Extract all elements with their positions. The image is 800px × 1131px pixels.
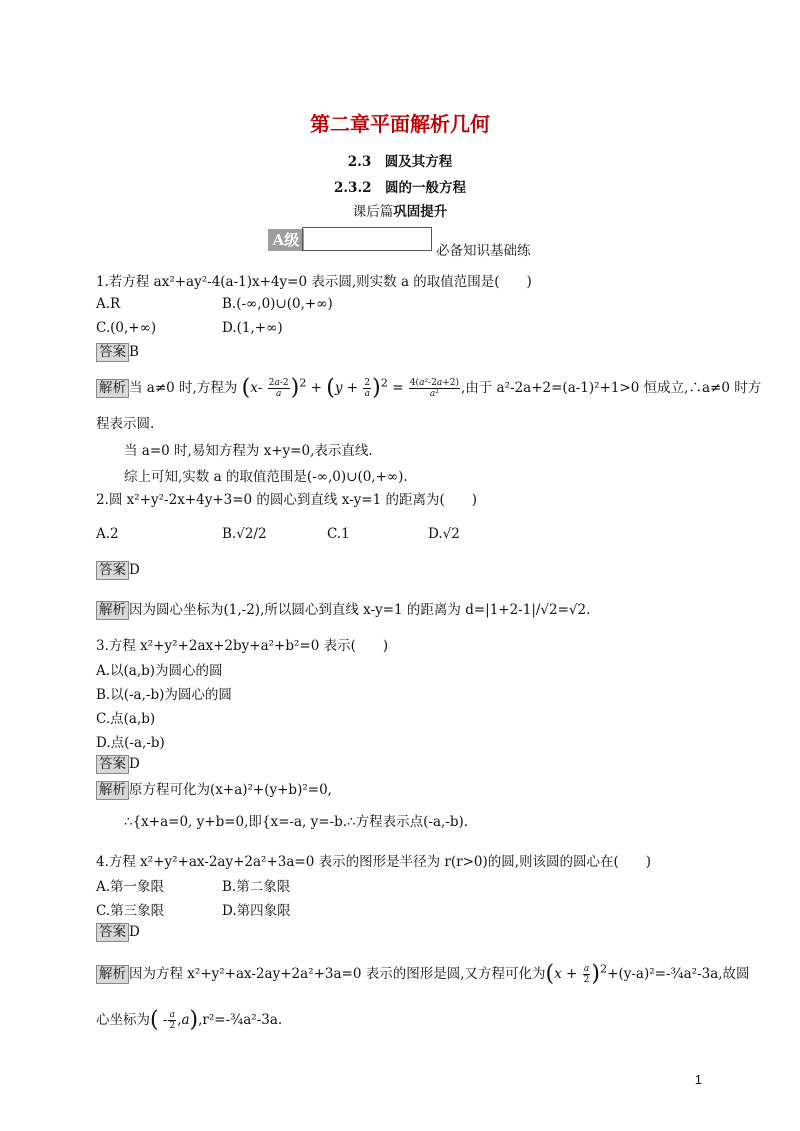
q2-answer-row xyxy=(96,561,140,580)
page-number: 1 xyxy=(694,1072,702,1087)
grade-badge: A级 xyxy=(268,229,304,251)
q3-analysis-a: 原方程可化为(x+a)²+(y+b)²=0, xyxy=(129,782,332,798)
q1-option-d: D.(1,+∞) xyxy=(222,320,283,336)
chapter-title: 第二章平面解析几何 xyxy=(310,112,490,136)
practice-bold: 巩固提升 xyxy=(393,204,448,220)
q4-analysis-b: +(y-a)²=-¾a²-3a,故圆 xyxy=(607,966,750,982)
fraction: $\frac{a}{2}$ xyxy=(169,1010,176,1031)
q2-analysis: 因为圆心坐标为(1,-2),所以圆心到直线 x-y=1 的距离为 d=|1+2-1|/√2=√2. xyxy=(129,602,591,618)
q1-analysis-d: 当 a=0 时,易知方程为 x+y=0,表示直线. xyxy=(124,443,373,459)
analysis-tag: 解析 xyxy=(96,379,129,398)
q2-option-a: A.2 xyxy=(96,526,119,542)
analysis-tag: 解析 xyxy=(96,965,129,984)
q3-option-d: D.点(-a,-b) xyxy=(96,735,165,751)
answer-tag: 答案 xyxy=(96,561,129,580)
q4-analysis-d: ,r²=-¾a²-3a. xyxy=(198,1012,283,1028)
q1-answer-row xyxy=(96,343,139,362)
answer-tag: 答案 xyxy=(96,923,129,942)
q4-analysis-row2 xyxy=(96,1008,282,1032)
q2-analysis-row xyxy=(96,598,590,620)
q2-option-d: D.√2 xyxy=(428,526,460,542)
q3-option-a: A.以(a,b)为圆心的圆 xyxy=(96,663,223,679)
answer-tag: 答案 xyxy=(96,343,129,362)
q4-answer-row xyxy=(96,923,140,942)
q3-answer-row xyxy=(96,755,140,774)
q1-analysis-c: 程表示圆. xyxy=(96,416,155,432)
fraction: $\frac{2}{a}$ xyxy=(364,378,371,399)
grade-box xyxy=(302,227,432,251)
q2-answer: D xyxy=(129,562,140,578)
q3-answer: D xyxy=(129,756,140,772)
subsection-title: 2.3.2 圆的一般方程 xyxy=(333,180,467,196)
q4-option-a: A.第一象限 xyxy=(96,879,165,895)
q3-option-b: B.以(-a,-b)为圆心的圆 xyxy=(96,687,232,703)
q3-analysis-b: ∴{x+a=0, y+b=0,即{x=-a, y=-b.∴方程表示点(-a,-b). xyxy=(124,814,469,830)
q3-analysis-row xyxy=(96,778,332,800)
practice-prefix: 课后篇 xyxy=(352,204,394,220)
q1-answer: B xyxy=(129,344,139,360)
q1-formula: (x- $\frac{2a-2}{a}$ )$^2$ + (y + $\frac{2}{a}$ )$^2$ = $\frac{\text{4(a²-2a+2)}}{\text{a²}}$ , xyxy=(241,375,466,401)
q1-option-b: B.(-∞,0)∪(0,+∞) xyxy=(222,296,333,312)
q2-stem: 2.圆 x²+y²-2x+4y+3=0 的圆心到直线 x-y=1 的距离为( ) xyxy=(96,492,478,508)
fraction: $\frac{a}{2}$ xyxy=(583,964,590,985)
practice-heading xyxy=(0,200,800,220)
q4-stem: 4.方程 x²+y²+ax-2ay+2a²+3a=0 表示的图形是半径为 r(r>0)的圆,则该圆的圆心在( ) xyxy=(96,854,652,870)
q3-option-c: C.点(a,b) xyxy=(96,711,156,727)
q1-analysis-b: 由于 a²-2a+2=(a-1)²+1>0 恒成立,∴a≠0 时方 xyxy=(465,380,762,396)
fraction: $\frac{2a-2}{a}$ xyxy=(268,378,289,399)
q1-analysis-row1 xyxy=(96,376,761,400)
analysis-tag: 解析 xyxy=(96,601,129,620)
analysis-tag: 解析 xyxy=(96,781,129,800)
q4-analysis-row1 xyxy=(96,962,750,986)
q1-stem: 1.若方程 ax²+ay²-4(a-1)x+4y=0 表示圆,则实数 a 的取值范围是( ) xyxy=(96,274,532,290)
grade-description: 必备知识基础练 xyxy=(436,243,531,259)
answer-tag: 答案 xyxy=(96,755,129,774)
fraction: $\frac{\text{4(a²-2a+2)}}{\text{a²}}$ xyxy=(409,378,459,399)
section-title: 2.3 圆及其方程 xyxy=(347,154,453,170)
q3-stem: 3.方程 x²+y²+2ax+2by+a²+b²=0 表示( ) xyxy=(96,638,389,654)
q1-analysis-a: 当 a≠0 时,方程为 xyxy=(129,380,238,396)
q1-option-c: C.(0,+∞) xyxy=(96,320,157,336)
q4-option-d: D.第四象限 xyxy=(222,903,291,919)
q4-option-b: B.第二象限 xyxy=(222,879,291,895)
q4-formula: (x + $\frac{a}{2}$ )$^2$ xyxy=(545,961,608,987)
q4-center-formula: ( - $\frac{a}{2}$ ,a) xyxy=(150,1007,199,1033)
q1-option-a: A.R xyxy=(96,296,121,312)
q2-option-b: B.√2/2 xyxy=(222,526,267,542)
q2-option-c: C.1 xyxy=(327,526,350,542)
q4-analysis-c: 心坐标为 xyxy=(96,1012,150,1028)
q1-analysis-e: 综上可知,实数 a 的取值范围是(-∞,0)∪(0,+∞). xyxy=(124,469,408,485)
q4-option-c: C.第三象限 xyxy=(96,903,165,919)
q4-answer: D xyxy=(129,924,140,940)
q4-analysis-a: 因为方程 x²+y²+ax-2ay+2a²+3a=0 表示的图形是圆,又方程可化为 xyxy=(129,966,546,982)
